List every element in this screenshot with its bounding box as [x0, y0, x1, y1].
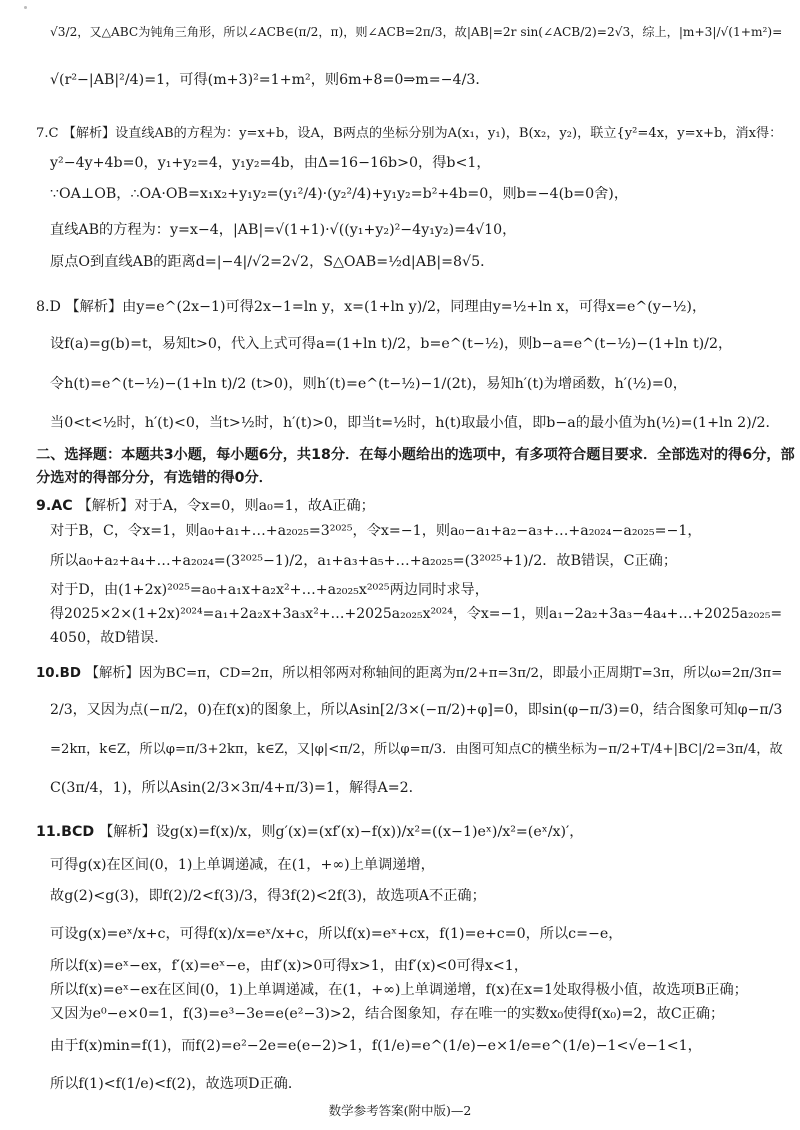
solution-line: [0, 604, 800, 624]
solution-line: [0, 153, 800, 173]
question-number: 8.D: [36, 299, 66, 315]
line-text: =2kπ，k∈Z，所以φ=π/3+2kπ，k∈Z，又|φ|<π/2，所以φ=π/3．由图可知点C的横坐标为−π/2+T/4+|BC|/2=3π/4，故: [50, 742, 783, 757]
line-text: 2/3，又因为点(−π/2，0)在f(x)的图象上，所以Asin[2/3×(−π/2)+φ]=0，即sin(φ−π/3)=0，结合图象可知φ−π/3: [50, 702, 783, 718]
line-text: √3/2，又△ABC为钝角三角形，所以∠ACB∈(π/2，π)，则∠ACB=2π/3，故|AB|=2r sin(∠ACB/2)=2√3，综上，|m+3|/√(1+m²)=: [50, 25, 783, 39]
question-number: 7.C: [36, 126, 63, 141]
solution-line: [0, 628, 800, 648]
solution-line: [0, 822, 800, 842]
solution-line: [0, 521, 800, 541]
question-number: 9.AC: [36, 498, 78, 514]
line-text: √(r²−|AB|²/4)=1，可得(m+3)²=1+m²，则6m+8=0⇒m=−4/3．: [50, 72, 490, 88]
solution-line: [0, 980, 800, 1000]
line-text: 又因为e⁰−e×0=1，f(3)=e³−3e=e(e²−3)>2，结合图象知，存在唯一的实数x₀使得f(x₀)=2，故C正确；: [50, 1006, 725, 1022]
line-text: 对于D，由(1+2x)²⁰²⁵=a₀+a₁x+a₂x²+…+a₂₀₂₅x²⁰²⁵两边同时求导，: [50, 582, 489, 598]
line-text: y²−4y+4b=0，y₁+y₂=4，y₁y₂=4b，由Δ=16−16b>0，得b<1，: [50, 155, 491, 171]
line-text: 【解析】设g(x)=f(x)/x，则g′(x)=(xf′(x)−f(x))/x²=((x−1)eˣ)/x²=(eˣ/x)′，: [99, 824, 584, 840]
solution-line: [0, 252, 800, 272]
line-text: 所以a₀+a₂+a₄+…+a₂₀₂₄=(3²⁰²⁵−1)/2，a₁+a₃+a₅+…+a₂₀₂₅=(3²⁰²⁵+1)/2．故B错误，C正确；: [50, 553, 678, 569]
line-text: 二、选择题：本题共3小题，每小题6分，共18分．在每小题给出的选项中，有多项符合题目要求．全部选对的得6分，部: [36, 447, 795, 463]
solution-line: [0, 855, 800, 875]
solution-line: [0, 334, 800, 354]
solution-line: [0, 551, 800, 571]
solution-line: [0, 700, 800, 720]
solution-line: [0, 886, 800, 906]
line-text: 设f(a)=g(b)=t，易知t>0，代入上式可得a=(1+ln t)/2，b=e^(t−½)，则b−a=e^(t−½)−(1+ln t)/2，: [50, 336, 733, 352]
solution-line: [0, 70, 800, 90]
solution-line: [0, 1036, 800, 1056]
line-text: 原点O到直线AB的距离d=|−4|/√2=2√2，S△OAB=½d|AB|=8√5．: [50, 254, 495, 270]
solution-line: [0, 1074, 800, 1094]
line-text: 得2025×2×(1+2x)²⁰²⁴=a₁+2a₂x+3a₃x²+…+2025a₂₀₂₅x²⁰²⁴，令x=−1，则a₁−2a₂+3a₃−4a₄+…+2025a₂₀₂₅=: [50, 606, 783, 622]
solution-line: [0, 1004, 800, 1024]
solution-line: [0, 184, 800, 204]
line-text: 故g(2)<g(3)，即f(2)/2<f(3)/3，得3f(2)<2f(3)，故选项A不正确；: [50, 888, 486, 904]
line-text: 【解析】因为BC=π，CD=2π，所以相邻两对称轴间的距离为π/2+π=3π/2，即最小正周期T=3π，所以ω=2π/3π=: [85, 666, 783, 681]
line-text: 分选对的得部分分，有选错的得0分．: [36, 470, 273, 486]
solution-line: [0, 740, 800, 760]
solution-line: [0, 22, 800, 42]
line-text: 4050，故D错误．: [50, 630, 169, 646]
solution-line: [0, 778, 800, 798]
section-heading-line: [0, 445, 800, 465]
solution-line: [0, 924, 800, 944]
line-text: 可得g(x)在区间(0，1)上单调递减，在(1，+∞)上单调递增，: [50, 857, 435, 873]
line-text: 【解析】对于A，令x=0，则a₀=1，故A正确；: [77, 498, 375, 514]
solution-line: [0, 374, 800, 394]
solution-line: [0, 413, 800, 433]
line-text: 当0<t<½时，h′(t)<0，当t>½时，h′(t)>0，即当t=½时，h(t)取最小值，即b−a的最小值为h(½)=(1+ln 2)/2．: [50, 415, 780, 431]
question-number: 11.BCD: [36, 824, 100, 840]
solution-line: [0, 580, 800, 600]
page-footer: 数学参考答案(附中版)—2: [328, 1103, 472, 1118]
line-text: 所以f(x)=eˣ−ex，f′(x)=eˣ−e，由f′(x)>0可得x>1，由f′(x)<0可得x<1，: [50, 958, 529, 974]
solution-line: [0, 664, 800, 684]
line-text: 所以f(x)=eˣ−ex在区间(0，1)上单调递减，在(1，+∞)上单调递增，f(x)在x=1处取得极小值，故选项B正确；: [50, 982, 748, 998]
line-text: ∵OA⊥OB，∴OA·OB=x₁x₂+y₁y₂=(y₁²/4)·(y₂²/4)+y₁y₂=b²+4b=0，则b=−4(b=0舍)，: [50, 186, 629, 202]
solution-line: [0, 496, 800, 516]
line-text: 直线AB的方程为：y=x−4，|AB|=√(1+1)·√((y₁+y₂)²−4y₁y₂)=4√10，: [50, 222, 517, 238]
line-text: 令h(t)=e^(t−½)−(1+ln t)/2 (t>0)，则h′(t)=e^(t−½)−1/(2t)，易知h′(t)为增函数，h′(½)=0，: [50, 376, 687, 392]
question-number: 10.BD: [36, 666, 86, 681]
line-text: 【解析】由y=e^(2x−1)可得2x−1=ln y，x=(1+ln y)/2，同理由y=½+ln x，可得x=e^(y−½)，: [65, 299, 707, 315]
page-speck: [24, 6, 27, 9]
line-text: C(3π/4，1)，所以Asin(2/3×3π/4+π/3)=1，解得A=2．: [50, 780, 423, 796]
line-text: 【解析】设直线AB的方程为：y=x+b，设A，B两点的坐标分别为A(x₁，y₁)，B(x₂，y₂)，联立{y²=4x，y=x+b，消x得：: [62, 126, 783, 141]
line-text: 可设g(x)=eˣ/x+c，可得f(x)/x=eˣ/x+c，所以f(x)=eˣ+cx，f(1)=e+c=0，所以c=−e，: [50, 926, 623, 942]
line-text: 对于B，C，令x=1，则a₀+a₁+…+a₂₀₂₅=3²⁰²⁵，令x=−1，则a₀−a₁+a₂−a₃+…+a₂₀₂₄−a₂₀₂₅=−1，: [50, 523, 702, 539]
solution-line: [0, 124, 800, 144]
solution-line: [0, 220, 800, 240]
line-text: 由于f(x)min=f(1)，而f(2)=e²−2e=e(e−2)>1，f(1/e)=e^(1/e)−e×1/e=e^(1/e)−1<√e−1<1，: [50, 1038, 702, 1054]
solution-line: [0, 956, 800, 976]
line-text: 所以f(1)<f(1/e)<f(2)，故选项D正确．: [50, 1076, 303, 1092]
section-heading-line: [0, 468, 800, 488]
solution-line: [0, 297, 800, 317]
